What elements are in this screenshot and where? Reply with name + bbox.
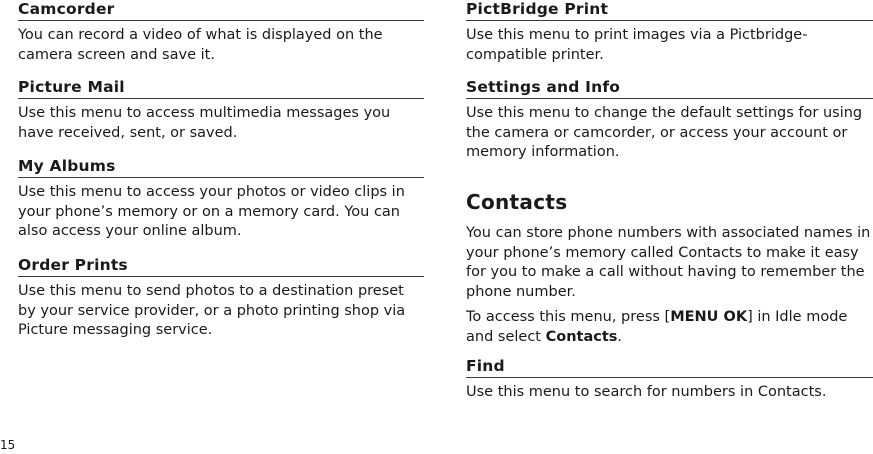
section-title: Find [466, 357, 873, 378]
section-title: My Albums [18, 157, 424, 178]
contacts-menu-name: Contacts [545, 328, 618, 345]
access-suffix: . [617, 328, 623, 345]
section-title: Settings and Info [466, 78, 873, 99]
section-body: Use this menu to send photos to a destination preset by your service provider, or a photo printing shop via Picture messaging service. [18, 283, 406, 338]
contacts-chapter [466, 190, 873, 347]
section-my-albums [18, 157, 424, 242]
section-pictbridge-print [466, 0, 873, 65]
access-prefix: To access this menu, press [ [466, 309, 671, 325]
section-body: Use this menu to search for numbers in Contacts. [466, 384, 827, 400]
section-body: You can record a video of what is displayed on the camera screen and save it. [18, 27, 383, 63]
page-number: 15 [0, 438, 16, 452]
access-middle: ] in Idle mode and select [466, 309, 848, 345]
section-body: Use this menu to access your photos or video clips in your phone’s memory or on a memory card. You can also access your online album. [18, 184, 405, 239]
chapter-title: Contacts [466, 190, 568, 214]
section-body: Use this menu to print images via a Pictbridge-compatible printer. [466, 27, 808, 63]
section-camcorder [18, 0, 424, 65]
section-settings-and-info [466, 78, 873, 163]
menu-ok-key: MENU OK [670, 309, 748, 325]
section-body: Use this menu to access multimedia messages you have received, sent, or saved. [18, 105, 391, 141]
section-order-prints [18, 256, 424, 341]
section-picture-mail [18, 78, 424, 143]
section-title: Camcorder [18, 0, 424, 21]
contacts-intro: You can store phone numbers with associated names in your phone’s memory called Contacts to make it easy for you to make a call without having to remember the phone number. [466, 225, 871, 300]
section-find [466, 357, 873, 403]
section-title: PictBridge Print [466, 0, 873, 21]
section-title: Picture Mail [18, 78, 424, 99]
contacts-access-instructions [466, 308, 873, 347]
section-body: Use this menu to change the default settings for using the camera or camcorder, or access your account or memory information. [466, 105, 863, 160]
section-title: Order Prints [18, 256, 424, 277]
